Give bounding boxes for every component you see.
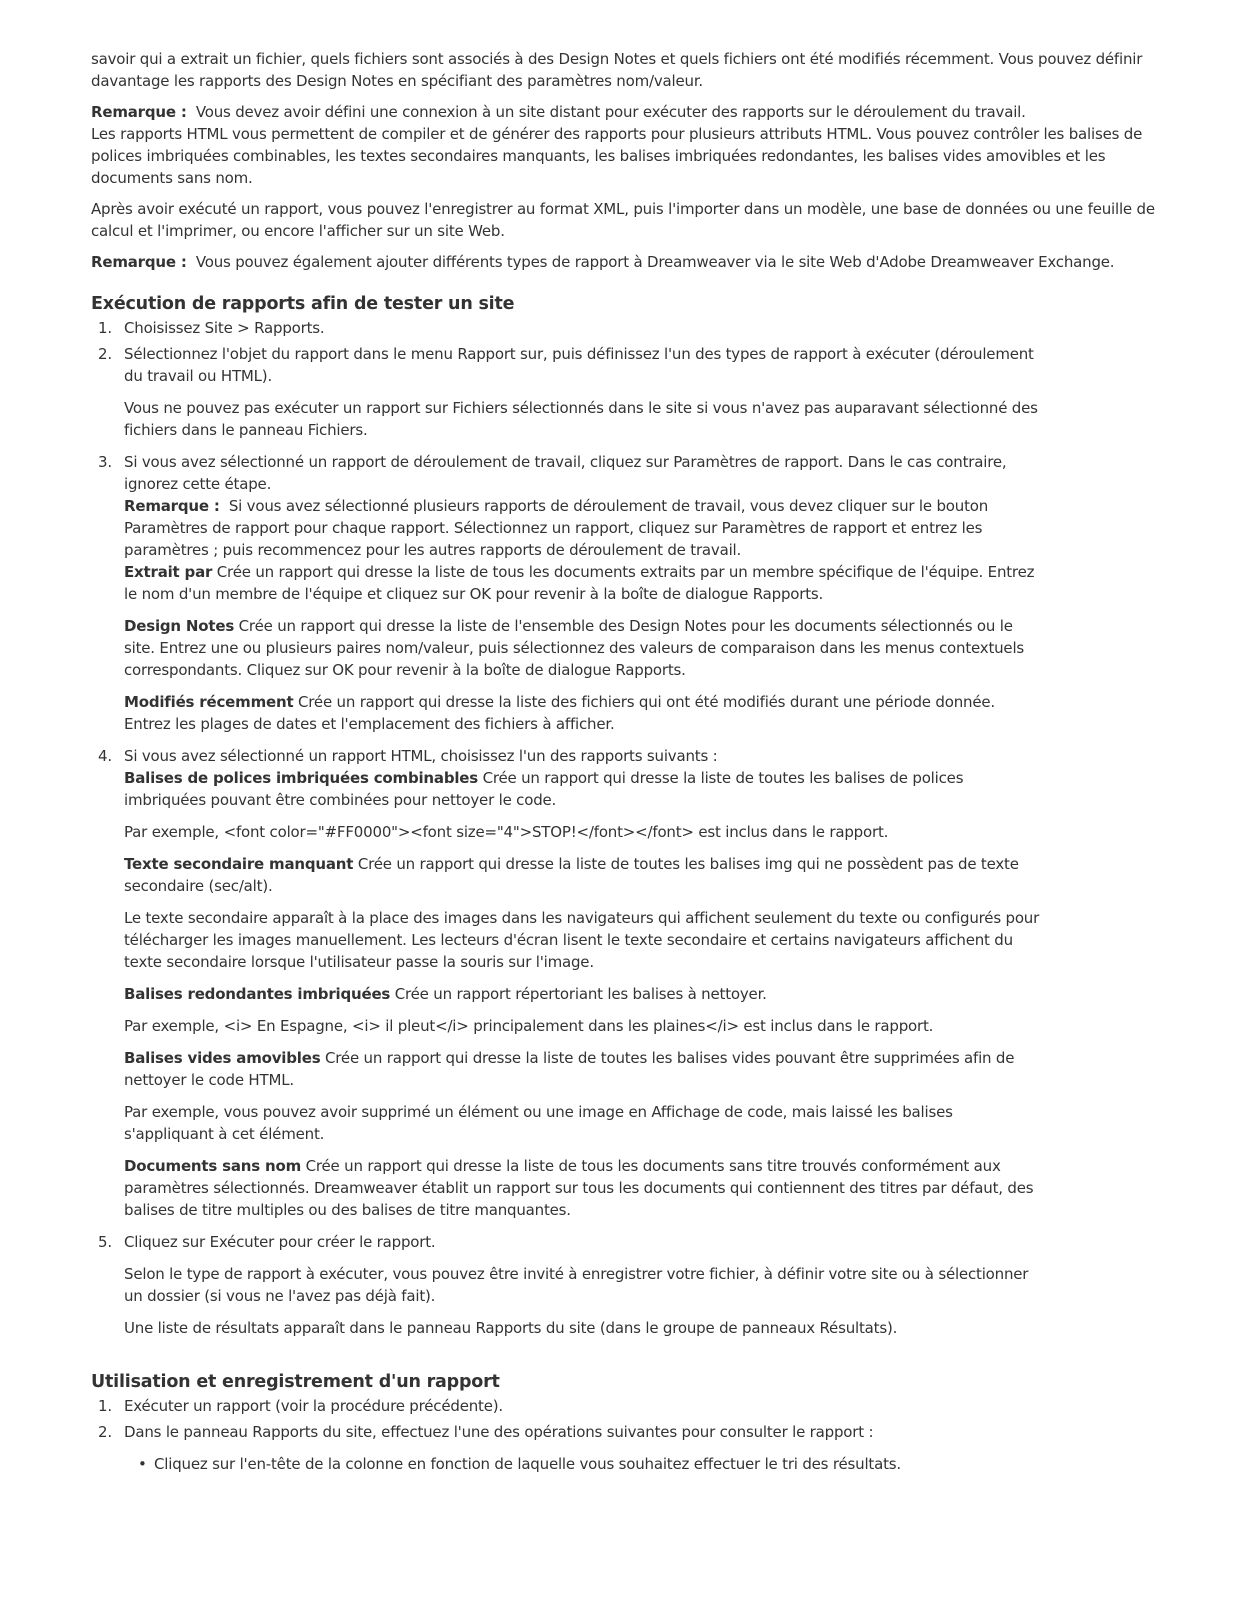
option-text: Crée un rapport répertoriant les balises à nettoyer. — [394, 985, 767, 1003]
option-text: Crée un rapport qui dresse la liste des fichiers qui ont été modifiés durant une période donnée. Entrez les plages de dates et l'emplacement des fichiers à afficher. — [124, 693, 995, 733]
option-text: Crée un rapport qui dresse la liste de tous les documents sans titre trouvés conformément aux paramètres sélectionnés. Dreamweaver établit un rapport sur tous les documents qui contiennent des titres par défaut, des balises de titre multiples ou des balises de titre manquantes. — [124, 1157, 1034, 1219]
step-number: 4. — [98, 747, 112, 765]
option-balises-vides — [124, 1047, 1046, 1091]
list-item — [91, 1395, 1166, 1417]
step-text: Si vous avez sélectionné un rapport HTML, choisissez l'un des rapports suivants : — [124, 747, 718, 765]
option-text: Crée un rapport qui dresse la liste de toutes les balises vides pouvant être supprimées afin de nettoyer le code HTML. — [124, 1049, 1015, 1089]
step-note — [124, 495, 1046, 561]
list-item — [91, 343, 1166, 441]
list-item — [91, 1231, 1166, 1339]
step-text: Exécuter un rapport (voir la procédure précédente). — [124, 1397, 503, 1415]
alt-text-explanation: Le texte secondaire apparaît à la place des images dans les navigateurs qui affichent seulement du texte ou configurés pour télécharger les images manuellement. Les lecteurs d'écran lisent le texte secondaire et certains navigateurs affichent du texte secondaire lorsque l'utilisateur passe la souris sur l'image. — [124, 909, 1040, 971]
option-label: Extrait par — [124, 563, 213, 581]
option-label: Balises vides amovibles — [124, 1049, 321, 1067]
example-nested-tags: Par exemple, <i> En Espagne, <i> il pleut</i> principalement dans les plaines</i> est inclus dans le rapport. — [124, 1017, 934, 1035]
step-number: 2. — [98, 1423, 112, 1441]
document-page — [91, 48, 1166, 1475]
step-number: 5. — [98, 1233, 112, 1251]
option-text: Crée un rapport qui dresse la liste de tous les documents extraits par un membre spécifique de l'équipe. Entrez le nom d'un membre de l'équipe et cliquez sur OK pour revenir à la boîte de dialogue Rapports. — [124, 563, 1035, 603]
section-heading-run-reports: Exécution de rapports afin de tester un site — [91, 294, 515, 314]
option-extrait-par — [124, 561, 1046, 605]
option-text: Crée un rapport qui dresse la liste de l'ensemble des Design Notes pour les documents sélectionnés ou le site. Entrez une ou plusieurs paires nom/valeur, puis sélectionnez des valeurs de comparaison dans les menus contextuels correspondants. Cliquez sur OK pour revenir à la boîte de dialogue Rapports. — [124, 617, 1025, 679]
note-remote-connection — [91, 101, 1166, 123]
option-label: Modifiés récemment — [124, 693, 294, 711]
example-empty-tags: Par exemple, vous pouvez avoir supprimé un élément ou une image en Affichage de code, mais laissé les balises s'appliquant à cet élément. — [124, 1103, 953, 1143]
step-number: 1. — [98, 319, 112, 337]
intro-paragraph: savoir qui a extrait un fichier, quels fichiers sont associés à des Design Notes et quels fichiers ont été modifiés récemment. Vous pouvez définir davantage les rapports des Design Notes en spécifiant des paramètres nom/valeur. — [91, 50, 1143, 90]
step-text: Cliquez sur Exécuter pour créer le rapport. — [124, 1233, 436, 1251]
option-balises-polices — [124, 767, 1046, 811]
bullet-icon: • — [138, 1455, 147, 1473]
run-reports-steps — [91, 317, 1166, 1339]
list-item — [91, 451, 1166, 735]
list-item — [91, 317, 1166, 339]
step-number: 2. — [98, 345, 112, 363]
html-reports-paragraph: Les rapports HTML vous permettent de compiler et de générer des rapports pour plusieurs attributs HTML. Vous pouvez contrôler les balises de polices imbriquées combinables, les textes secondaires manquants, les balises imbriquées redondantes, les balises vides amovibles et les documents sans nom. — [91, 125, 1143, 187]
step-subtext: Vous ne pouvez pas exécuter un rapport sur Fichiers sélectionnés dans le site si vous n'avez pas auparavant sélectionné des fichiers dans le panneau Fichiers. — [124, 399, 1038, 439]
option-balises-redondantes — [124, 983, 1046, 1005]
option-design-notes — [124, 615, 1046, 681]
option-label: Texte secondaire manquant — [124, 855, 354, 873]
option-text: Crée un rapport qui dresse la liste de toutes les balises de polices imbriquées pouvant être combinées pour nettoyer le code. — [124, 769, 964, 809]
step-subtext: Selon le type de rapport à exécuter, vous pouvez être invité à enregistrer votre fichier, à définir votre site ou à sélectionner un dossier (si vous ne l'avez pas déjà fait). — [124, 1265, 1029, 1305]
save-report-paragraph: Après avoir exécuté un rapport, vous pouvez l'enregistrer au format XML, puis l'importer dans un modèle, une base de données ou une feuille de calcul et l'imprimer, ou encore l'afficher sur un site Web. — [91, 200, 1155, 240]
use-report-steps — [91, 1395, 1166, 1475]
step-number: 1. — [98, 1397, 112, 1415]
step-text: Dans le panneau Rapports du site, effectuez l'une des opérations suivantes pour consulter le rapport : — [124, 1423, 874, 1441]
note-text: Si vous avez sélectionné plusieurs rapports de déroulement de travail, vous devez cliquer sur le bouton Paramètres de rapport pour chaque rapport. Sélectionnez un rapport, cliquez sur Paramètres de rapport et entrez les paramètres ; puis recommencez pour les autres rapports de déroulement de travail. — [124, 497, 989, 559]
step-text: Choisissez Site > Rapports. — [124, 319, 325, 337]
note-exchange — [91, 251, 1166, 273]
option-text: Crée un rapport qui dresse la liste de toutes les balises img qui ne possèdent pas de texte secondaire (sec/alt). — [124, 855, 1019, 895]
list-item — [91, 745, 1166, 1221]
list-item — [124, 1453, 1046, 1475]
option-label: Design Notes — [124, 617, 235, 635]
option-label: Documents sans nom — [124, 1157, 302, 1175]
step-subtext: Une liste de résultats apparaît dans le panneau Rapports du site (dans le groupe de panneaux Résultats). — [124, 1319, 898, 1337]
section-heading-use-report: Utilisation et enregistrement d'un rapport — [91, 1372, 500, 1392]
list-item — [91, 1421, 1166, 1475]
option-label: Balises de polices imbriquées combinables — [124, 769, 479, 787]
option-modifies-recemment — [124, 691, 1046, 735]
step-number: 3. — [98, 453, 112, 471]
note-label: Remarque : — [124, 497, 220, 515]
option-documents-sans-nom — [124, 1155, 1046, 1221]
note-text: Vous devez avoir défini une connexion à un site distant pour exécuter des rapports sur le déroulement du travail. — [195, 103, 1026, 121]
option-label: Balises redondantes imbriquées — [124, 985, 391, 1003]
step-text: Sélectionnez l'objet du rapport dans le menu Rapport sur, puis définissez l'un des types de rapport à exécuter (déroulement du travail ou HTML). — [124, 345, 1034, 385]
note-label: Remarque : — [91, 103, 187, 121]
note-text: Vous pouvez également ajouter différents types de rapport à Dreamweaver via le site Web d'Adobe Dreamweaver Exchange. — [195, 253, 1115, 271]
example-font-tags: Par exemple, <font color="#FF0000"><font size="4">STOP!</font></font> est inclus dans le rapport. — [124, 823, 889, 841]
bullet-text: Cliquez sur l'en-tête de la colonne en fonction de laquelle vous souhaitez effectuer le tri des résultats. — [154, 1455, 901, 1473]
note-label: Remarque : — [91, 253, 187, 271]
option-texte-secondaire — [124, 853, 1046, 897]
step-text: Si vous avez sélectionné un rapport de déroulement de travail, cliquez sur Paramètres de rapport. Dans le cas contraire, ignorez cette étape. — [124, 453, 1007, 493]
